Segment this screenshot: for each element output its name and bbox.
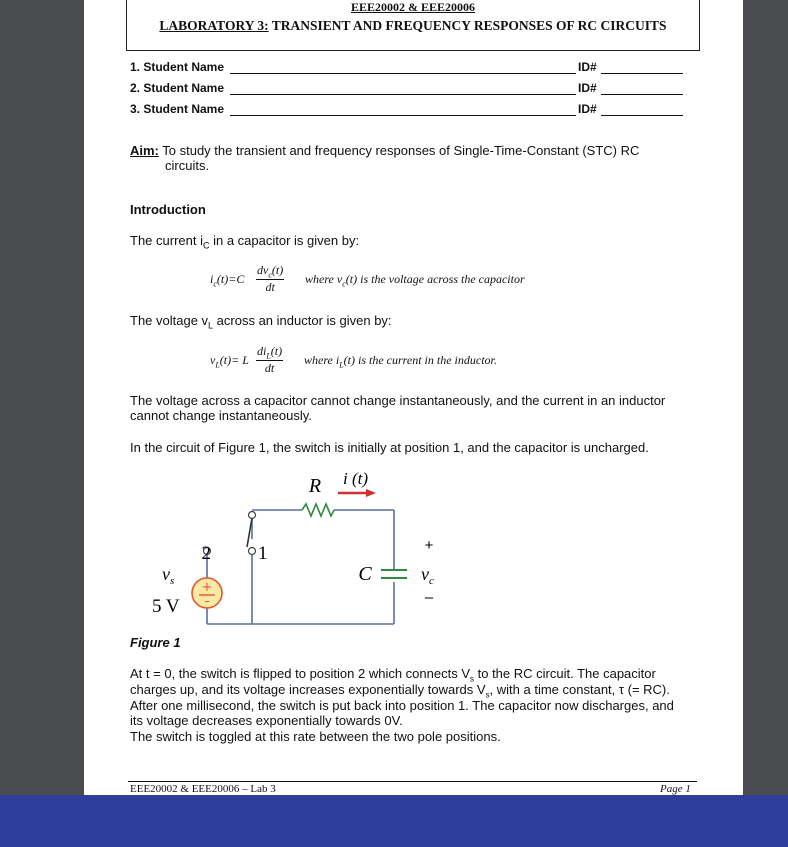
vs-label [162, 564, 174, 587]
current-label: i (t) [343, 470, 369, 488]
vs-letter: v [162, 564, 170, 584]
eq1-lhs-i: i [210, 272, 214, 286]
eq1-fraction [256, 263, 284, 295]
rc-circuit-figure [144, 470, 484, 635]
switch-pos1-label: 1 [258, 543, 268, 564]
vc-subscript: c [429, 575, 434, 587]
vc-label [421, 564, 434, 587]
aim-line-1 [130, 143, 639, 159]
student-id-label: ID# [578, 60, 597, 74]
eq2-fraction [256, 344, 283, 376]
vc-plus-label: + [424, 537, 434, 554]
viewer-right-margin [743, 0, 788, 795]
student-id-field[interactable] [601, 115, 683, 116]
source-plus-sign: + [201, 580, 213, 595]
footer-rule [128, 781, 697, 782]
para1-line-2: cannot change instantaneously. [130, 408, 312, 423]
eq2-numerator [256, 344, 283, 361]
eq2-num-sub: L [266, 351, 271, 361]
para1-line-1: The voltage across a capacitor cannot change instantaneously, and the current in an inductor [130, 393, 666, 408]
eq1-num: dv [257, 263, 269, 277]
lab-title-prefix: LABORATORY 3: [159, 18, 269, 33]
eq2-where [304, 353, 497, 369]
eq2-lhs-v: v [210, 353, 216, 367]
inductor-text-sub: L [208, 320, 214, 331]
lab-title-rest: TRANSIENT AND FREQUENCY RESPONSES OF RC CIRCUITS [268, 18, 667, 33]
eq1-where-sub: c [342, 279, 346, 289]
vc-minus-label: – [424, 589, 434, 606]
eq2-lhs-sub: L [215, 360, 220, 370]
body-line-1b: to the RC circuit. The capacitor [474, 666, 656, 681]
lab-title [127, 18, 699, 34]
inductor-text-b: across an inductor is given by: [213, 313, 392, 328]
vs-subscript: s [170, 575, 175, 587]
inductor-text-a: The voltage v [130, 313, 209, 328]
body-line-5: The switch is toggled at this rate between the two pole positions. [130, 729, 501, 744]
student-name-field[interactable] [230, 94, 576, 95]
current-arrow-head [366, 489, 376, 497]
eq2-lhs-rest: (t)= L [219, 353, 249, 367]
resistor-symbol [302, 504, 334, 516]
body-line-2-sub: s [485, 690, 490, 700]
eq1-denominator: dt [265, 280, 275, 295]
body-line-2b: , with a time constant, τ (= RC). [489, 682, 670, 697]
student-id-field[interactable] [601, 73, 683, 74]
eq1-lhs [210, 272, 244, 288]
eq2-num-rest: (t) [270, 344, 283, 358]
eq2-denominator: dt [264, 361, 275, 376]
para2: In the circuit of Figure 1, the switch is initially at position 1, and the capacitor is uncharged. [130, 440, 649, 455]
aim-text: To study the transient and frequency responses of Single-Time-Constant (STC) RC [158, 143, 640, 158]
capacitor-text-b: in a capacitor is given by: [209, 233, 360, 248]
source-value-label: 5 V [152, 596, 180, 617]
document-page [84, 0, 743, 795]
eq1-lhs-rest: (t)=C [216, 272, 245, 286]
footer-course: EEE20002 & EEE20006 – Lab 3 [130, 783, 276, 795]
body-line-3: After one millisecond, the switch is put back into position 1. The capacitor now discharges, and [130, 698, 674, 713]
eq2-where-sub: L [339, 360, 344, 370]
body-line-1a: At t = 0, the switch is flipped to position 2 which connects V [130, 666, 470, 681]
student-id-label: ID# [578, 81, 597, 95]
figure-caption: Figure 1 [130, 635, 181, 650]
switch-pos1-terminal [249, 548, 256, 555]
eq1-numerator [256, 263, 284, 280]
viewer-bottom-bar [0, 795, 788, 847]
footer-page-number: Page 1 [660, 783, 691, 795]
capacitor-label: C [358, 563, 372, 585]
vc-letter: v [421, 564, 429, 584]
body-line-1-sub: s [470, 674, 474, 684]
body-line-2a: charges up, and its voltage increases exponentially towards V [130, 682, 486, 697]
student-name-field[interactable] [230, 115, 576, 116]
eq2-where-rest: (t) is the current in the inductor. [343, 353, 497, 367]
eq1-where-a: where v [305, 272, 343, 286]
capacitor-sentence [130, 233, 359, 254]
switch-top-terminal [249, 512, 256, 519]
capacitor-text-sub: C [202, 240, 210, 251]
switch-pos2-label: 2 [201, 543, 211, 564]
viewer-left-margin [0, 0, 84, 795]
student-id-field[interactable] [601, 94, 683, 95]
eq2-where-a: where i [304, 353, 340, 367]
introduction-heading: Introduction [130, 202, 206, 217]
capacitor-text-a: The current i [130, 233, 203, 248]
student-name-label: 1. Student Name [130, 60, 225, 74]
eq2-lhs [210, 353, 249, 369]
eq1-where-rest: (t) is the voltage across the capacitor [345, 272, 525, 286]
eq1-num-sub: c [268, 270, 272, 280]
resistor-label: R [308, 475, 322, 497]
source-minus-sign: – [204, 594, 210, 608]
body-line-4: its voltage decreases exponentially towards 0V. [130, 713, 403, 728]
eq1-num-rest: (t) [271, 263, 284, 277]
aim-line-2: circuits. [165, 158, 210, 173]
student-name-field[interactable] [230, 73, 576, 74]
aim-label: Aim: [130, 143, 159, 158]
student-name-label: 2. Student Name [130, 81, 225, 95]
student-name-label: 3. Student Name [130, 102, 225, 116]
eq1-lhs-sub: c [213, 279, 217, 289]
student-id-label: ID# [578, 102, 597, 116]
eq2-num: di [257, 344, 267, 358]
eq1-where [305, 272, 525, 288]
course-code: EEE20002 & EEE20006 [350, 0, 476, 14]
inductor-sentence [130, 313, 392, 334]
header-box [126, 0, 700, 51]
